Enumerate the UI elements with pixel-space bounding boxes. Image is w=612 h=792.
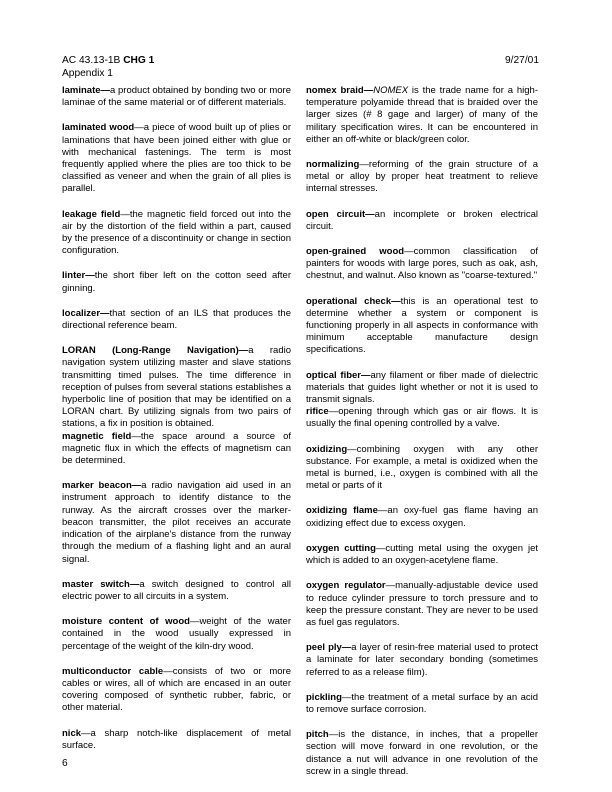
entry-term: oxygen cutting (306, 542, 376, 554)
right-column (306, 85, 538, 791)
entry-definition: —an oxy-fuel gas flame having an oxidizing effect due to excess oxygen. (306, 505, 539, 529)
entry-definition: —consists of two or more cables or wires, all of which are encased in an outer covering composed of synthetic rubber, fabric, or other material. (62, 665, 291, 714)
glossary-entry (306, 209, 538, 233)
entry-term: master switch— (62, 578, 140, 590)
entry-definition: —a piece of wood built up of plies or laminations that have been joined either with glue or with mechanical fastenings. The term is most frequently applied where the plies are too thick to be classified as veneer and when the grain of all plies is parallel. (62, 122, 291, 195)
entry-definition: —the space around a source of magnetic flux in which the effects of magnetism can be determined. (62, 430, 292, 467)
entry-term: laminated wood (62, 122, 135, 134)
glossary-entry (306, 246, 538, 283)
glossary-entry (62, 728, 291, 752)
entry-term: operational check— (306, 295, 401, 307)
entry-definition: any filament or fiber made of dielectric materials that guides light whether or not it is used to transmit signals. (306, 369, 538, 406)
entry-term: peel ply— (306, 642, 352, 654)
entry-term: pitch (306, 729, 329, 741)
glossary-entry (306, 444, 538, 493)
glossary-entry (306, 505, 538, 529)
entry-definition: a radio navigation aid used in an instrument approach to identify distance to the runway. As the aircraft crosses over the marker-beacon transmitter, the pilot receives an accurate indication of the airplane's distance from the runway through the medium of a flashing light and an aural signal. (62, 480, 291, 565)
entry-definition: —the magnetic field forced out into the air by the distortion of the field within a part, caused by the presence of a discontinuity or change in section configuration. (62, 208, 291, 257)
entry-definition: a radio navigation system utilizing master and slave stations transmitting timed pulses. The time difference in reception of pulses from several stations establishes a hyperbolic line of position that may be identified on a LORAN chart. By utilizing signals from two pairs of stations, a fix in position is obtained. (62, 345, 291, 430)
entry-term: moisture content of wood (62, 616, 190, 628)
entry-term: nick (62, 727, 82, 739)
entry-term: laminate— (62, 85, 111, 96)
entry-definition: a product obtained by bonding two or more laminae of the same material or of different materials. (62, 85, 291, 109)
entry-definition: —the treatment of a metal surface by an acid to remove surface corrosion. (306, 691, 538, 715)
entry-term: open circuit— (306, 208, 375, 220)
glossary-entry (306, 543, 538, 567)
entry-term: oxidizing (306, 443, 348, 455)
entry-term: leakage field (62, 208, 121, 220)
entry-term: multiconductor cable (62, 665, 164, 677)
entry-definition: a switch designed to control all electric power to all circuits in a system. (62, 578, 291, 602)
glossary-entry (306, 692, 538, 716)
document-id-line (62, 55, 154, 68)
entry-term: linter— (62, 270, 95, 282)
glossary-entry (306, 729, 538, 778)
page-header-left (62, 55, 154, 80)
entry-term: normalizing (306, 159, 360, 171)
entry-definition: —combining oxygen with any other substance. For example, a metal is oxidized when the metal is burned, i.e., oxygen is combined with all the metal or parts of it (306, 443, 538, 492)
glossary-entry (62, 345, 291, 430)
entry-definition: —cutting metal using the oxygen jet which is added to an oxygen-acetylene flame. (306, 542, 538, 567)
entry-term: oxygen regulator (306, 580, 386, 592)
entry-term: LORAN (Long-Range Navigation)— (62, 345, 249, 357)
glossary-entry (62, 480, 291, 565)
entry-term: marker beacon— (62, 480, 142, 492)
entry-definition: this is an operational test to determine whether a system or component is functioning properly in all aspects in conformance with minimum acceptable manufacture design specifications. (306, 295, 538, 356)
glossary-entry (62, 616, 291, 653)
glossary-entry (306, 642, 538, 679)
glossary-entry (306, 159, 538, 196)
entry-term: nomex braid— (306, 85, 374, 96)
page-number: 6 (62, 758, 68, 769)
change-number: CHG 1 (123, 55, 155, 66)
entry-definition: —common classification of painters for woods with large pores, such as oak, ash, chestnut, and walnut. Also known as "coarse-textured." (306, 246, 538, 282)
entry-definition: —opening through which gas or air flows. It is usually the final opening controlled by a valve. (306, 406, 538, 430)
header-date: 9/27/01 (505, 55, 539, 66)
entry-definition: —weight of the water contained in the wood usually expressed in percentage of the weight of the kiln-dry wood. (62, 616, 291, 652)
entry-term: pickling (306, 691, 342, 703)
glossary-entry (62, 122, 291, 195)
glossary-entry (62, 308, 291, 332)
glossary-entry (62, 270, 291, 294)
glossary-entry (62, 85, 291, 109)
entry-definition: an incomplete or broken electrical circuit. (306, 208, 539, 232)
appendix-label: Appendix 1 (62, 67, 113, 79)
glossary-entry (62, 209, 291, 258)
entry-definition: is the trade name for a high-temperature polyamide thread that is braided over the larger sizes (# 8 gage and larger) of many of the military specification wires. It can be encountered in either an off-white or black/green color. (306, 85, 538, 145)
glossary-entry (306, 580, 538, 629)
entry-definition: —reforming of the grain structure of a metal or alloy by proper heat treatment to relieve internal stresses. (306, 159, 538, 195)
entry-definition: the short fiber left on the cotton seed after ginning. (62, 270, 291, 294)
entry-term: oxidizing flame (306, 505, 378, 517)
entry-definition-italic: NOMEX (373, 85, 409, 96)
entry-term: open-grained wood (306, 246, 405, 258)
left-column (62, 85, 291, 765)
entry-definition: a layer of resin-free material used to protect a laminate for later secondary bonding (sometimes referred to as a release film). (306, 642, 538, 678)
glossary-entry (306, 406, 538, 430)
glossary-entry (62, 579, 291, 603)
glossary-entry (62, 666, 291, 715)
entry-definition: —is the distance, in inches, that a propeller section will move forward in one revolution, or the distance a nut will advance in one revolution of the screw in a single thread. (306, 729, 538, 777)
glossary-entry (62, 431, 291, 468)
document-id: AC 43.13-1B (62, 55, 121, 66)
entry-definition: —manually-adjustable device used to reduce cylinder pressure to torch pressure and to keep the pressure constant. They are never to be used as fuel gas regulators. (306, 580, 538, 628)
entry-term: rifice (306, 406, 329, 418)
entry-term: optical fiber— (306, 369, 371, 381)
entry-definition: that section of an ILS that produces the directional reference beam. (62, 307, 291, 332)
glossary-entry (306, 85, 538, 146)
entry-term: magnetic field (62, 430, 132, 442)
glossary-entry (306, 296, 538, 357)
glossary-entry (306, 370, 538, 407)
entry-definition: —a sharp notch-like displacement of metal surface. (62, 727, 291, 751)
entry-term: localizer— (62, 307, 110, 319)
